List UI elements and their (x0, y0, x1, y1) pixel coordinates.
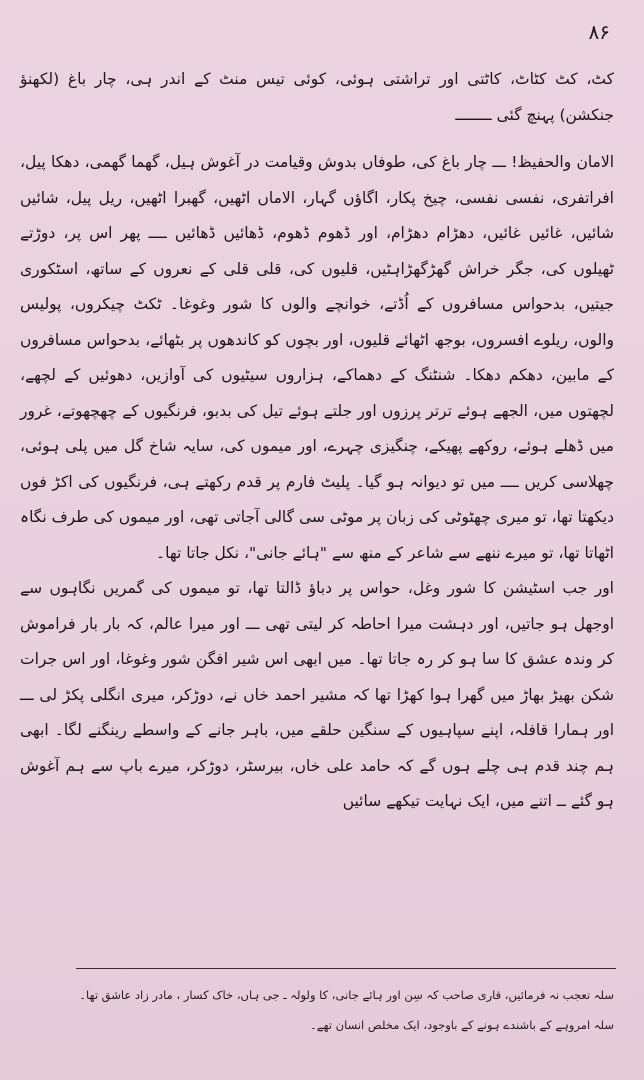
footnote-1: سلہ تعجب نہ فرمائیں، قاری صاحب کہ سِن اور ہائے جانی، کا ولولہ ـ جی ہاں، خاک کسار ، مادر زاد عاشق تھا۔ (79, 988, 614, 1002)
paragraph-arrival: کٹ، کٹ کٹاٹ، کاٹتی اور تراشتی ہوئی، کوئی تیس منٹ کے اندر ہی، چار باغ (لکھنؤ جنکشن) پہنچ گئی ــــــــ (20, 70, 614, 124)
footnote-divider (76, 968, 616, 969)
page-number: ۸۶ (588, 20, 610, 44)
footnotes (40, 980, 614, 1040)
footnote-2: سلہ امروہے کے باشندے ہونے کے باوجود، ایک مخلص انسان تھے۔ (310, 1018, 614, 1032)
page-body (20, 62, 614, 820)
paragraph-station-exit: اور جب اسٹیشن کا شور وغل، حواس پر دباؤ ڈالتا تھا، تو میموں کی گمریں نگاہوں سے اوجھل ہو جاتیں، اور دہشت میرا احاطہ کر لیتی تھی ـــ اور میرا عالم، کہ بار بار فراموش کر وندہ عشق کا سا ہو کر رہ جاتا تھا۔ میں ابھی اس شیر افگن شور وغوغا، اور اس جرات شکن بھیڑ بھاڑ میں گھرا ہوا کھڑا تھا کہ مشیر احمد خاں نے، دوڑکر، میری انگلی پکڑ لی ـــ اور ہمارا قافلہ، اپنے سپاہیوں کے سنگین حلقے میں، باہر جانے کے واسطے رینگنے لگا۔ ابھی ہم چند قدم ہی چلے ہوں گے کہ حامد علی خاں، بیرسٹر، دوڑکر، میرے باپ سے ہم آغوش ہو گئے ــ اتنے میں، ایک نہایت تیکھے سائیں (20, 579, 614, 810)
paragraph-charbagh-station: الامان والحفیظ! ـــ چار باغ کی، طوفاں بدوش وقیامت در آغوش ہیل، گھما گھمی، دھکا پیل، افراتفری، نفسی نفسی، چیخ پکار، اگاؤں گہار، الاماں اٹھیں، گھبرا اٹھیں، ریل پیل، شائیں شائیں، غائیں غائیں، دھڑام دھڑام، اور ڈھوم ڈھوم، ڈھائیں ڈھائیں ــــ پھر اس پر، دوڑتے ٹھیلوں کی، جگر خراش گھڑگھڑاہٹیں، قلیوں کی، قلی قلی کے نعروں کے ساتھ، اسٹکوری جیتیں، بدحواس مسافروں کے اُڈتے، خوانچے والوں کا شور وغوغا۔ ٹکٹ چیکروں، پولیس والوں، ریلوے افسروں، بوجھ اٹھائے قلیوں، اور بچوں کو کاندھوں پر بٹھائے، بدحواس مسافروں کے مابین، دھکم دھکا۔ شنٹنگ کے دھماکے، ہزاروں سیٹیوں کی آوازیں، دھوئیں کے لچھے، لچھتوں میں، الجھے ہوئے ترتر پرزوں اور جلتے ہوئے تیل کی بدبو، فرنگیوں کے چھچھوتے، غرور میں ڈھلے ہوئے، روکھے پھیکے، چنگیزی چہرے، اور میموں کی، سایہ شاخ گل میں پلی ہوئی، چھلاسی کریں ــــ میں تو دیوانہ ہو گیا۔ پلیٹ فارم پر قدم رکھتے ہی، فرنگیوں کی اکڑ فوں دیکھتا تھا، تو میری چھٹوٹی کی زبان پر موٹی سی گالی آجاتی تھی، اور میموں کی طرف نگاہ اٹھاتا تھا، تو میرے ننھے سے شاعر کے منھ سے "ہائے جانی"، نکل جاتا تھا۔ (20, 153, 614, 562)
